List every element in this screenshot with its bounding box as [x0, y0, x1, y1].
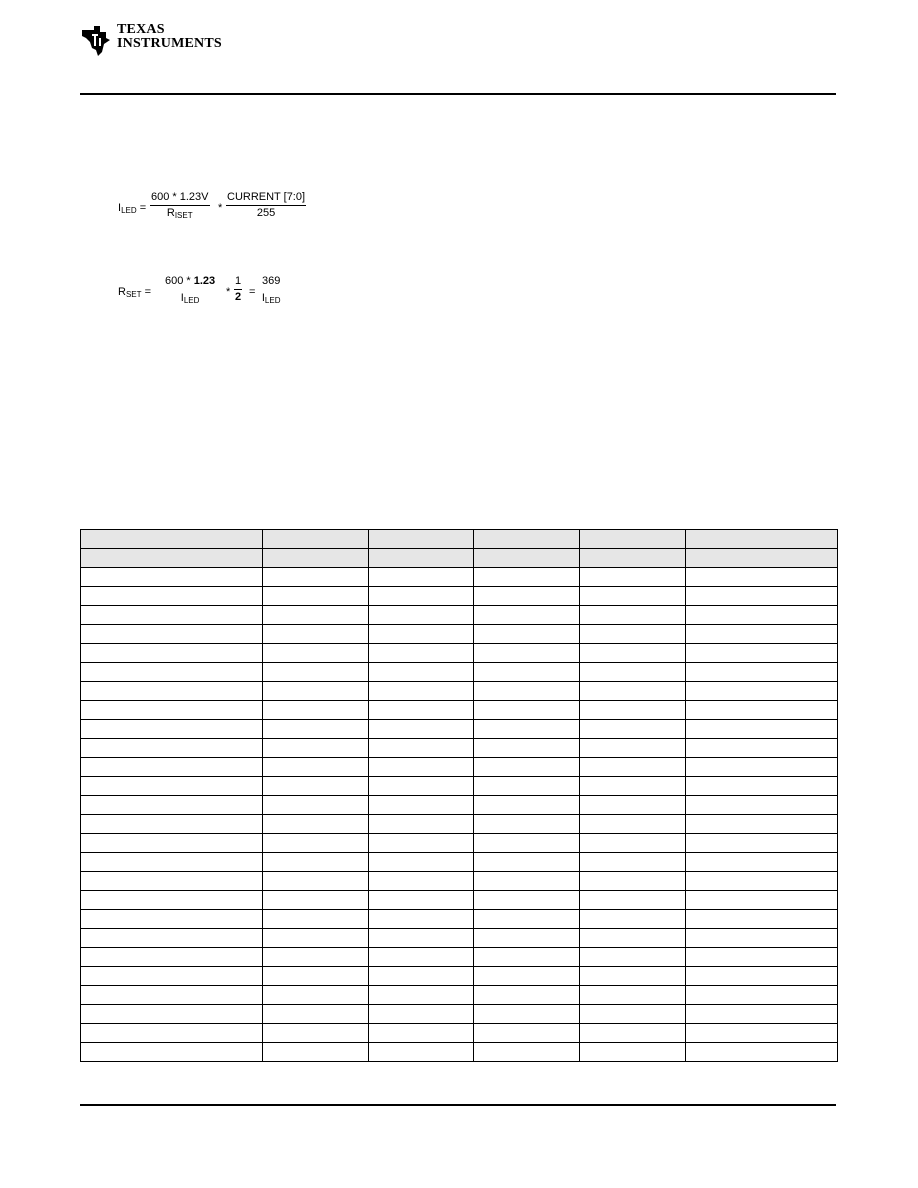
table-row: [81, 587, 838, 606]
table-cell: [474, 549, 580, 568]
table-cell: [369, 606, 474, 625]
table-cell: [263, 701, 369, 720]
table-cell: [580, 587, 686, 606]
table-cell: [474, 644, 580, 663]
table-cell: [369, 967, 474, 986]
eq1-fraction-1: 600 * 1.23V $R_{ISET}$: [151, 191, 209, 220]
table-cell: [686, 834, 838, 853]
table-cell: [369, 549, 474, 568]
table-cell: [580, 872, 686, 891]
table-row: [81, 872, 838, 891]
table-row: [81, 910, 838, 929]
table-cell: [474, 910, 580, 929]
table-cell: [474, 815, 580, 834]
table-cell: [686, 625, 838, 644]
table-cell: [580, 1024, 686, 1043]
table-cell: [580, 815, 686, 834]
table-cell: [686, 739, 838, 758]
table-cell: [580, 986, 686, 1005]
table-cell: [474, 853, 580, 872]
table-cell: [474, 796, 580, 815]
table-cell: [81, 796, 263, 815]
table-cell: [369, 834, 474, 853]
table-cell: [263, 929, 369, 948]
table-row: [81, 682, 838, 701]
table-cell: [81, 986, 263, 1005]
table-cell: [263, 720, 369, 739]
table-cell: [263, 834, 369, 853]
table-cell: [686, 568, 838, 587]
table-cell: [369, 568, 474, 587]
table-cell: [263, 1005, 369, 1024]
table-cell: [580, 682, 686, 701]
table-cell: [81, 568, 263, 587]
table-cell: [369, 815, 474, 834]
table-cell: [686, 967, 838, 986]
table-cell: [580, 796, 686, 815]
table-row: [81, 948, 838, 967]
table-cell: [369, 986, 474, 1005]
table-cell: [369, 948, 474, 967]
table-cell: [369, 1043, 474, 1062]
table-row: [81, 929, 838, 948]
table-cell: [474, 929, 580, 948]
table-cell: [81, 1005, 263, 1024]
table-cell: [81, 530, 263, 549]
table-cell: [474, 625, 580, 644]
table-cell: [580, 910, 686, 929]
table-cell: [263, 796, 369, 815]
table-cell: [369, 663, 474, 682]
table-row: [81, 720, 838, 739]
table-cell: [81, 891, 263, 910]
table-cell: [263, 606, 369, 625]
table-cell: [686, 948, 838, 967]
table-cell: [263, 663, 369, 682]
table-cell: [263, 948, 369, 967]
table-cell: [81, 872, 263, 891]
table-cell: [369, 625, 474, 644]
table-cell: [369, 1005, 474, 1024]
table-row: [81, 606, 838, 625]
table-cell: [474, 948, 580, 967]
table-cell: [580, 967, 686, 986]
table-row: [81, 1043, 838, 1062]
table-row: [81, 967, 838, 986]
table-cell: [369, 929, 474, 948]
table-cell: [263, 568, 369, 587]
table-cell: [580, 739, 686, 758]
table-cell: [263, 758, 369, 777]
table-cell: [81, 853, 263, 872]
table-cell: [686, 587, 838, 606]
eq2-equals: =: [249, 286, 256, 298]
table-cell: [81, 739, 263, 758]
table-row: [81, 1024, 838, 1043]
table-cell: [686, 549, 838, 568]
table-cell: [81, 910, 263, 929]
eq2-lhs: $R_{SET}$ =: [118, 286, 152, 299]
table-cell: [369, 777, 474, 796]
table-cell: [474, 701, 580, 720]
table-cell: [263, 1043, 369, 1062]
table-cell: [81, 834, 263, 853]
table-row: [81, 815, 838, 834]
table-row: [81, 796, 838, 815]
table-cell: [580, 606, 686, 625]
eq1-fraction-2: CURRENT [7:0] 255: [227, 191, 306, 219]
table-cell: [580, 777, 686, 796]
table-cell: [686, 910, 838, 929]
table-cell: [686, 701, 838, 720]
table-header-row: [81, 530, 838, 549]
eq1-lhs: $I_{LED}$ =: [118, 202, 147, 215]
table-cell: [580, 1005, 686, 1024]
table-cell: [81, 682, 263, 701]
table-cell: [81, 1043, 263, 1062]
table-row: [81, 663, 838, 682]
table-cell: [686, 644, 838, 663]
table-cell: [580, 929, 686, 948]
table-cell: [686, 891, 838, 910]
table-cell: [263, 853, 369, 872]
table-cell: [686, 1024, 838, 1043]
table-row: [81, 853, 838, 872]
table-row: [81, 777, 838, 796]
table-cell: [686, 777, 838, 796]
table-cell: [686, 1043, 838, 1062]
table-cell: [81, 663, 263, 682]
equation-rset: [118, 274, 338, 314]
table-cell: [474, 758, 580, 777]
table-cell: [580, 948, 686, 967]
table-cell: [263, 625, 369, 644]
table-cell: [263, 815, 369, 834]
ti-logo-icon: [80, 24, 112, 58]
table-cell: [474, 777, 580, 796]
table-cell: [263, 872, 369, 891]
table-cell: [263, 891, 369, 910]
table-cell: [81, 644, 263, 663]
table-cell: [369, 530, 474, 549]
table-cell: [369, 796, 474, 815]
table-cell: [474, 1024, 580, 1043]
table-cell: [580, 891, 686, 910]
table-cell: [474, 986, 580, 1005]
ti-logo-wordmark: TEXAS INSTRUMENTS: [117, 22, 222, 51]
table-cell: [686, 796, 838, 815]
table-cell: [580, 530, 686, 549]
table-cell: [686, 682, 838, 701]
table-cell: [686, 663, 838, 682]
eq2-fraction-1: 600 * 1.23 $I_{LED}$: [165, 275, 216, 305]
table-row: [81, 568, 838, 587]
table-cell: [263, 910, 369, 929]
table-cell: [686, 530, 838, 549]
eq2-fraction-2: $\frac{1}{2}$: [235, 275, 242, 303]
footer-rule: [80, 1104, 836, 1106]
table-cell: [81, 967, 263, 986]
table-row: [81, 739, 838, 758]
table-cell: [81, 815, 263, 834]
table-cell: [369, 1024, 474, 1043]
table-cell: [81, 948, 263, 967]
table-cell: [263, 777, 369, 796]
table-row: [81, 701, 838, 720]
table-cell: [580, 720, 686, 739]
table-cell: [474, 682, 580, 701]
table-cell: [686, 1005, 838, 1024]
table-cell: [474, 1043, 580, 1062]
table-cell: [474, 587, 580, 606]
table-cell: [686, 929, 838, 948]
table-cell: [263, 1024, 369, 1043]
data-table: [80, 529, 838, 1062]
table-cell: [81, 587, 263, 606]
table-cell: [81, 929, 263, 948]
table-cell: [474, 891, 580, 910]
table-cell: [580, 1043, 686, 1062]
table-cell: [686, 720, 838, 739]
table-cell: [263, 986, 369, 1005]
table-cell: [369, 587, 474, 606]
table-cell: [474, 720, 580, 739]
table-header-row: [81, 549, 838, 568]
table-row: [81, 891, 838, 910]
table-cell: [580, 625, 686, 644]
table-cell: [474, 530, 580, 549]
table-cell: [580, 701, 686, 720]
table-cell: [580, 549, 686, 568]
table-cell: [369, 644, 474, 663]
table-cell: [81, 549, 263, 568]
table-cell: [580, 644, 686, 663]
table-cell: [369, 758, 474, 777]
table-cell: [686, 606, 838, 625]
table-row: [81, 1005, 838, 1024]
eq1-times: *: [218, 202, 223, 214]
table-cell: [686, 853, 838, 872]
table-cell: [474, 1005, 580, 1024]
table-row: [81, 834, 838, 853]
table-cell: [369, 720, 474, 739]
table-cell: [474, 606, 580, 625]
table-row: [81, 625, 838, 644]
table-cell: [369, 910, 474, 929]
eq2-fraction-3: 369 $I_{LED}$: [261, 275, 281, 305]
table-cell: [81, 625, 263, 644]
table-cell: [263, 530, 369, 549]
table-cell: [369, 682, 474, 701]
table-cell: [580, 568, 686, 587]
table-row: [81, 986, 838, 1005]
table-cell: [263, 967, 369, 986]
table-cell: [580, 853, 686, 872]
ti-logo: [80, 24, 222, 60]
table-cell: [81, 758, 263, 777]
table-cell: [474, 872, 580, 891]
table-cell: [686, 815, 838, 834]
eq2-times: *: [226, 286, 231, 298]
table-cell: [263, 739, 369, 758]
table-cell: [81, 606, 263, 625]
table-cell: [369, 739, 474, 758]
table-cell: [474, 967, 580, 986]
table-row: [81, 758, 838, 777]
table-cell: [474, 739, 580, 758]
table-cell: [81, 1024, 263, 1043]
table-row: [81, 644, 838, 663]
header-rule: [80, 93, 836, 95]
table-cell: [580, 663, 686, 682]
table-cell: [474, 663, 580, 682]
table-cell: [369, 872, 474, 891]
table-cell: [81, 720, 263, 739]
table-cell: [369, 853, 474, 872]
table-cell: [263, 644, 369, 663]
table-cell: [263, 549, 369, 568]
table-cell: [686, 986, 838, 1005]
table-cell: [580, 758, 686, 777]
table-cell: [263, 682, 369, 701]
table-cell: [686, 872, 838, 891]
table-cell: [474, 834, 580, 853]
table-cell: [580, 834, 686, 853]
table-cell: [263, 587, 369, 606]
table-cell: [686, 758, 838, 777]
table-cell: [81, 701, 263, 720]
table-cell: [81, 777, 263, 796]
equation-iled: [118, 190, 338, 230]
table-cell: [474, 568, 580, 587]
table-cell: [369, 891, 474, 910]
table-cell: [369, 701, 474, 720]
